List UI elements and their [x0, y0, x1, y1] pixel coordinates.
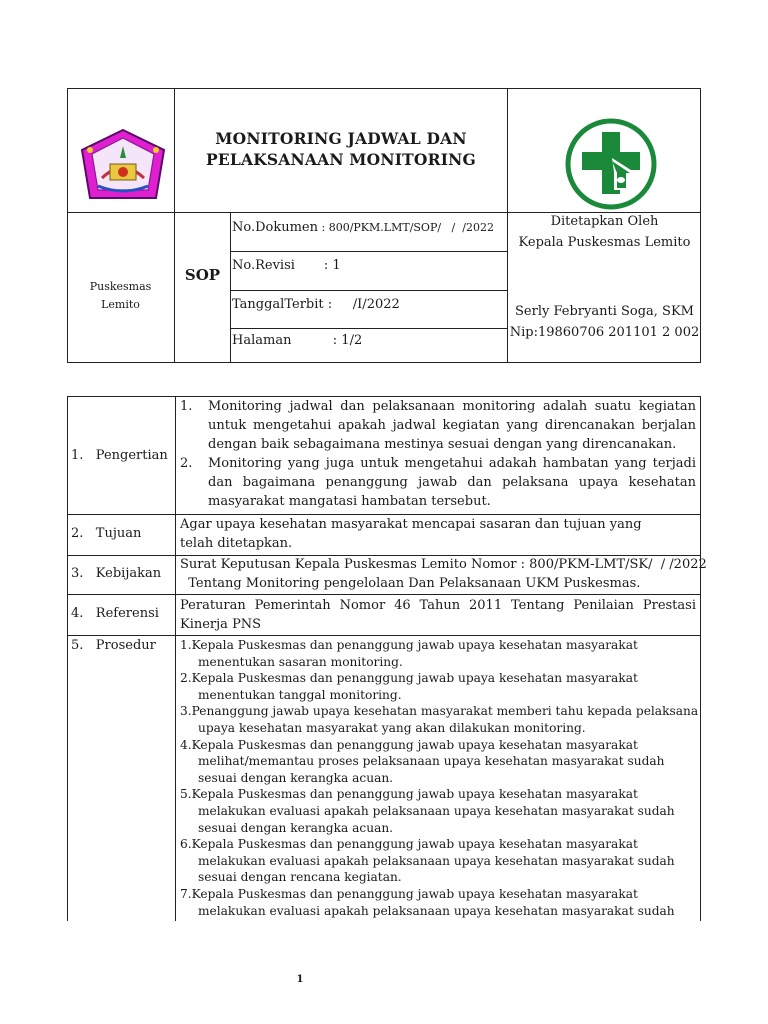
procedure-step-first-line: 2.Kepala Puskesmas dan penanggung jawab upaya kesehatan masyarakat: [180, 671, 638, 686]
procedure-step-continuation: menentukan sasaran monitoring.: [198, 654, 403, 669]
procedure-step-continuation: upaya kesehatan masyarakat yang akan dilakukan monitoring.: [198, 720, 586, 735]
section-label-kebijakan: 3. Kebijakan: [71, 566, 162, 581]
publish-date-value: /I/2022: [352, 297, 400, 312]
doc-number-row: [232, 220, 504, 235]
page-sep: :: [291, 333, 342, 348]
section-label-pengertian: 1. Pengertian: [71, 448, 168, 463]
procedure-step-continuation: melakukan evaluasi apakah pelaksanaan upaya kesehatan masyarakat sudah: [198, 803, 675, 818]
procedure-step-continuation: melihat/memantau proses pelaksanaan upaya kesehatan masyarakat sudah: [198, 754, 665, 769]
regency-emblem-icon: [80, 128, 166, 206]
publish-date-sep: :: [323, 297, 353, 312]
puskesmas-cross-house-icon: [564, 118, 658, 210]
page-value: 1/2: [341, 333, 363, 348]
header-divider: [230, 328, 507, 329]
procedure-step: [180, 637, 700, 670]
section-content-referensi: Peraturan Pemerintah Nomor 46 Tahun 2011 Tentang Penilaian Prestasi Kinerja PNS: [180, 598, 696, 632]
procedure-step: [180, 886, 700, 919]
procedure-step-first-line: 1.Kepala Puskesmas dan penanggung jawab upaya kesehatan masyarakat: [180, 638, 638, 652]
revision-label: No.Revisi: [232, 258, 295, 273]
definition-item-number: 2.: [180, 456, 193, 471]
publish-date-row: [232, 297, 504, 312]
publish-date-label: TanggalTerbit: [232, 297, 324, 312]
procedure-list: [180, 637, 700, 921]
procedure-step-first-line: 7.Kepala Puskesmas dan penanggung jawab upaya kesehatan masyarakat: [180, 886, 638, 901]
definition-item: [180, 397, 696, 454]
signer-nip: Nip:19860706 201101 2 002: [509, 325, 700, 340]
procedure-step-first-line: 5.Kepala Puskesmas dan penanggung jawab upaya kesehatan masyarakat: [180, 787, 638, 802]
procedure-step: [180, 737, 700, 787]
section-content-kebijakan: [180, 555, 707, 593]
body-divider: [67, 635, 701, 636]
sop-label: SOP: [184, 266, 221, 284]
revision-sep: :: [294, 258, 333, 273]
page-number: 1: [296, 974, 304, 985]
body-divider: [67, 594, 701, 595]
signer-name: Serly Febryanti Soga, SKM: [515, 304, 694, 319]
title-line-2: PELAKSANAAN MONITORING: [206, 150, 476, 169]
procedure-step-first-line: 3.Penanggung jawab upaya kesehatan masyarakat memberi tahu kepada pelaksana: [180, 704, 699, 719]
approval-block: [508, 211, 701, 253]
policy-line-2: Tentang Monitoring pengelolaan Dan Pelaksanaan UKM Puskesmas.: [180, 576, 641, 591]
procedure-step-first-line: 6.Kepala Puskesmas dan penanggung jawab upaya kesehatan masyarakat: [180, 837, 638, 852]
procedure-step: [180, 836, 700, 886]
org-line-1: Puskesmas: [89, 280, 152, 293]
section-content-tujuan: Agar upaya kesehatan masyarakat mencapai sasaran dan tujuan yang telah ditetapkan.: [180, 517, 642, 551]
procedure-step-continuation: melakukan evaluasi apakah pelaksanaan upaya kesehatan masyarakat sudah: [198, 853, 675, 868]
procedure-step: [180, 786, 700, 836]
definition-item: [180, 454, 696, 511]
org-line-2: Lemito: [101, 298, 140, 311]
procedure-step-continuation: melakukan evaluasi apakah pelaksanaan upaya kesehatan masyarakat sudah: [198, 903, 675, 918]
revision-value: 1: [332, 258, 341, 273]
doc-number-value: 800/PKM.LMT/SOP/ / /2022: [328, 221, 494, 234]
section-label-referensi: 4. Referensi: [71, 606, 159, 621]
definition-item-number: 1.: [180, 399, 193, 414]
document-title: [175, 128, 507, 170]
revision-row: [232, 258, 504, 273]
procedure-step-continuation: sesuai dengan rencana kegiatan.: [198, 870, 402, 885]
procedure-step-continuation: sesuai dengan kerangka acuan.: [198, 770, 394, 785]
procedure-step-first-line: 4.Kepala Puskesmas dan penanggung jawab upaya kesehatan masyarakat: [180, 737, 638, 752]
policy-line-1: Surat Keputusan Kepala Puskesmas Lemito Nomor : 800/PKM-LMT/SK/ / /2022: [180, 557, 707, 572]
approver-title: Kepala Puskesmas Lemito: [518, 235, 691, 250]
page-label: Halaman: [232, 333, 292, 348]
section-content-pengertian: [180, 397, 696, 511]
approved-by-label: Ditetapkan Oleh: [550, 214, 659, 229]
title-line-1: MONITORING JADWAL DAN: [215, 129, 467, 148]
signer-block: [508, 301, 701, 343]
body-divider: [175, 396, 176, 921]
doc-number-label: No.Dokumen: [232, 220, 318, 235]
procedure-step-continuation: sesuai dengan kerangka acuan.: [198, 820, 394, 835]
page-row: [232, 333, 504, 348]
header-divider: [230, 290, 507, 291]
procedure-step: [180, 670, 700, 703]
section-label-tujuan: 2. Tujuan: [71, 526, 142, 541]
procedure-step: [180, 703, 700, 736]
definition-item-text: Monitoring yang juga untuk mengetahui adakah hambatan yang terjadi dan bagaimana penanggung jawab dan pelaksana upaya kesehatan masyarakat mangatasi hambatan tersebut.: [208, 456, 696, 509]
doc-number-sep: :: [318, 221, 329, 234]
header-divider: [230, 212, 231, 363]
organization-name: [67, 278, 174, 314]
procedure-step-continuation: menentukan tanggal monitoring.: [198, 687, 402, 702]
section-label-prosedur: 5. Prosedur: [71, 638, 156, 653]
header-divider: [230, 251, 507, 252]
definition-item-text: Monitoring jadwal dan pelaksanaan monitoring adalah suatu kegiatan untuk mengetahui apakah jadwal kegiatan yang direncanakan berjalan dengan baik sebagaimana mestinya sesuai dengan yang direncanakan.: [208, 399, 696, 452]
